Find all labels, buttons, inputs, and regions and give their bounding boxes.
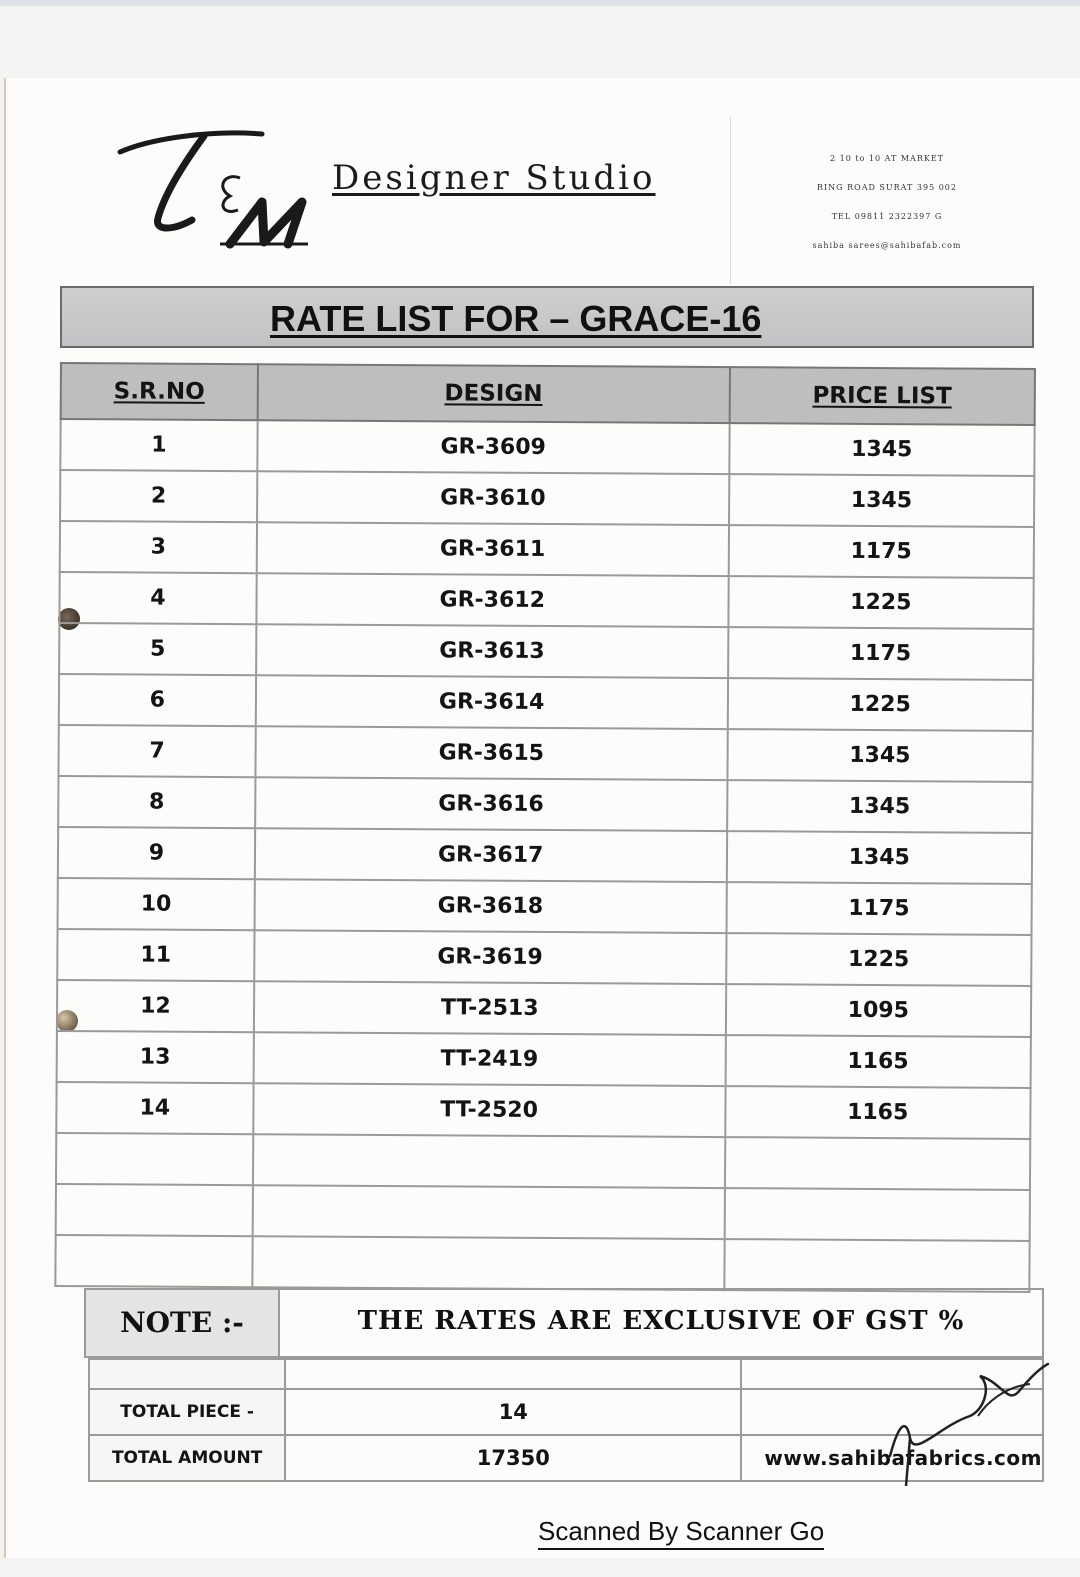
signature-icon — [880, 1346, 1050, 1486]
empty-row — [56, 1184, 1030, 1241]
cell-price: 1165 — [725, 1086, 1031, 1139]
cell-srno: 7 — [58, 725, 255, 777]
empty-cell — [724, 1188, 1030, 1241]
cell-srno: 3 — [60, 521, 257, 573]
cell-price: 1345 — [726, 831, 1032, 884]
table-row — [59, 572, 1033, 629]
table-row — [60, 521, 1034, 578]
page-title: RATE LIST FOR – GRACE-16 — [270, 298, 762, 339]
empty-cell — [253, 1134, 725, 1188]
table-row — [58, 725, 1032, 782]
letterhead — [60, 116, 1042, 284]
cell-design: GR-3618 — [254, 879, 726, 933]
cell-design: GR-3613 — [256, 624, 728, 678]
cell-price: 1175 — [726, 882, 1032, 935]
cell-price: 1225 — [728, 576, 1034, 629]
cell-srno: 5 — [59, 623, 256, 675]
table-row — [56, 1082, 1030, 1139]
column-header-price: PRICE LIST — [729, 367, 1035, 425]
cell-design: TT-2513 — [254, 981, 726, 1035]
cell-design: GR-3617 — [255, 828, 727, 882]
total-piece-label: TOTAL PIECE - — [89, 1389, 285, 1435]
cell-design: GR-3611 — [257, 522, 729, 576]
rate-list-sheet — [60, 116, 1042, 1470]
table-row — [57, 980, 1031, 1037]
address-line: RING ROAD SURAT 395 002 — [817, 183, 957, 192]
rate-table — [54, 362, 1036, 1293]
total-amount-label: TOTAL AMOUNT — [89, 1435, 285, 1481]
cell-price: 1175 — [728, 627, 1034, 680]
cell-design: GR-3619 — [254, 930, 726, 984]
table-row — [59, 674, 1033, 731]
table-row — [57, 929, 1031, 986]
cell-design: GR-3609 — [257, 420, 729, 474]
cell-design: GR-3616 — [255, 777, 727, 831]
cell-srno: 9 — [58, 827, 255, 879]
address-line: TEL 09811 2322397 G — [831, 212, 943, 221]
scanner-watermark: Scanned By Scanner Go — [538, 1516, 824, 1550]
table-row — [60, 419, 1034, 476]
cell-srno: 2 — [60, 470, 257, 522]
cell-srno: 8 — [58, 776, 255, 828]
note-text: THE RATES ARE EXCLUSIVE OF GST % — [280, 1288, 1044, 1358]
total-amount-value: 17350 — [285, 1435, 741, 1481]
cell-price: 1175 — [728, 525, 1034, 578]
cell-price: 1345 — [729, 423, 1035, 476]
empty-row — [56, 1133, 1030, 1190]
table-row — [60, 470, 1034, 527]
title-bar — [60, 286, 1034, 348]
cell-price: 1165 — [725, 1035, 1031, 1088]
column-header-srno: S.R.NO — [61, 363, 258, 420]
cell-srno: 13 — [57, 1031, 254, 1083]
empty-cell — [724, 1239, 1030, 1292]
cell-design: GR-3610 — [257, 471, 729, 525]
cell-price: 1345 — [727, 780, 1033, 833]
cell-srno: 14 — [56, 1082, 253, 1134]
cell-price: 1095 — [725, 984, 1031, 1037]
cell-design: TT-2419 — [253, 1032, 725, 1086]
top-edge — [0, 0, 1080, 6]
column-header-design: DESIGN — [257, 364, 729, 423]
table-row — [59, 623, 1033, 680]
table-row — [58, 827, 1032, 884]
address-line: 2 10 to 10 AT MARKET — [829, 154, 944, 163]
cell-srno: 12 — [57, 980, 254, 1032]
total-piece-value: 14 — [285, 1389, 741, 1435]
table-header-row — [61, 363, 1035, 425]
website-text: www.sahibafabrics.com — [741, 1435, 1043, 1481]
studio-name: Designer Studio — [332, 158, 656, 198]
cell-price: 1345 — [727, 729, 1033, 782]
table-row — [57, 1031, 1031, 1088]
cell-srno: 1 — [60, 419, 257, 471]
cell-srno: 10 — [58, 878, 255, 930]
table-row — [58, 878, 1032, 935]
cell-price: 1225 — [727, 678, 1033, 731]
brand-logo — [112, 116, 712, 276]
empty-cell — [252, 1236, 724, 1290]
cell-srno: 4 — [59, 572, 256, 624]
note-label: NOTE :- — [84, 1288, 280, 1358]
cell-price: 1225 — [726, 933, 1032, 986]
empty-cell — [56, 1184, 253, 1236]
empty-row — [55, 1235, 1029, 1292]
cell-design: GR-3615 — [255, 726, 727, 780]
tm-monogram-icon — [112, 116, 342, 256]
cell-design: GR-3614 — [256, 675, 728, 729]
address-block — [730, 116, 1043, 284]
empty-cell — [252, 1185, 724, 1239]
address-line: sahiba sarees@sahibafab.com — [812, 241, 962, 250]
empty-cell — [56, 1133, 253, 1185]
cell-srno: 6 — [59, 674, 256, 726]
cell-design: TT-2520 — [253, 1083, 725, 1137]
empty-cell — [725, 1137, 1031, 1190]
empty-cell — [55, 1235, 252, 1287]
cell-design: GR-3612 — [256, 573, 728, 627]
cell-srno: 11 — [57, 929, 254, 981]
cell-price: 1345 — [729, 474, 1035, 527]
table-row — [58, 776, 1032, 833]
